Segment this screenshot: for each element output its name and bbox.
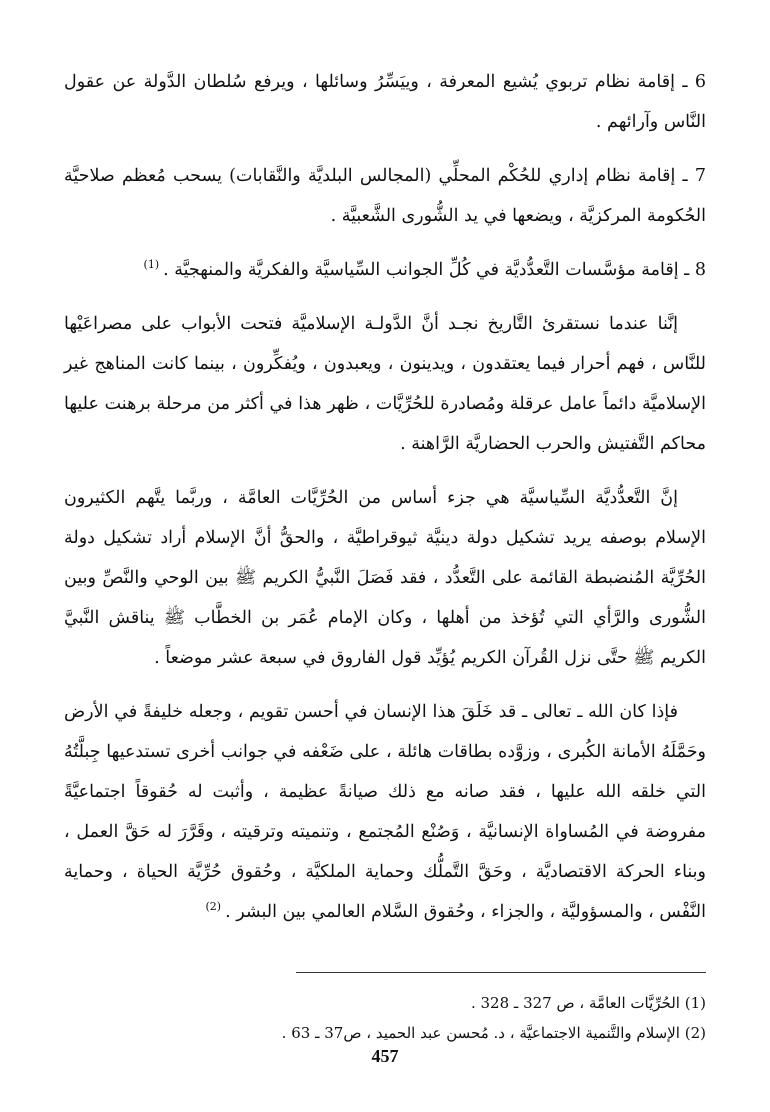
list-item-6 xyxy=(64,62,706,142)
paragraph-history xyxy=(64,304,706,464)
paragraph-text: فإذا كان الله ـ تعالى ـ قد خَلَقَ هذا الإنسان في أحسن تقويم ، وجعله خليفةً في الأرض وحَمَّلَهُ الأمانة الكُبرى ، وزوَّده بطاقات هائلة ، على ضَعْفه في جوانب أخرى تستدعيها جِبلَّتُهُ التي خلقه الله عليها ، فقد صانه مع ذلك صيانةً عظيمة ، وأثبت له حُقوقاً اجتماعيَّةً مفروضة في المُساواة الإنسانيَّة ، وَصُنْع المُجتمع ، وتنميته وترقيته ، وقَرَّرَ له حَقَّ العمل ، وبناء الحركة الاقتصاديَّة ، وحَقَّ التَّملُّك وحماية الملكيَّة ، وحُقوق حُرِّيَّة الحياة ، وحماية النَّفْس ، والمسؤوليَّة ، والجزاء ، وحُقوق السَّلام العالمي بين البشر . xyxy=(64,702,706,922)
list-item-7 xyxy=(64,156,706,236)
footnote-1: (1) الحُرِّيَّات العامَّة ، ص 327 ـ 328 . xyxy=(470,994,706,1012)
paragraph-text: إنَّنا عندما نستقرئ التَّاريخ نجـد أنَّ الدَّولـة الإسلاميَّة فتحت الأبواب على مصراعَيْها للنَّاس ، فهم أحرار فيما يعتقدون ، ويدينون ، ويعبدون ، ويُفكِّرون ، بينما كانت المناهج غير الإسلاميَّة دائماً عامل عرقلة ومُصادرة للحُرِّيَّات ، ظهر هذا في أكثر من مرحلة برهنت عليها محاكم التَّفتيش والحرب الحضاريَّة الرَّاهنة . xyxy=(64,314,706,454)
list-item-8 xyxy=(64,250,706,290)
footnote-2: (2) الإسلام والتَّنمية الاجتماعيَّة ، د. مُحسن عبد الحميد ، ص37 ـ 63 . xyxy=(281,1024,706,1042)
paragraph-text: 7 ـ إقامة نظام إداري للحُكْم المحلِّي (المجالس البلديَّة والنَّقابات) يسحب مُعظم صلاحيَّة الحُكومة المركزيَّة ، ويضعها في يد الشُّورى الشَّعبيَّة . xyxy=(64,166,706,226)
footnote-ref: (1) xyxy=(143,258,160,272)
footnote-ref: (2) xyxy=(205,900,222,914)
page-body xyxy=(64,62,706,946)
paragraph-rights xyxy=(64,692,706,932)
paragraph-text: 6 ـ إقامة نظام تربوي يُشيع المعرفة ، وييَسِّرُ وسائلها ، ويرفع سُلطان الدَّولة عن عقول النَّاس وآرائهم . xyxy=(64,72,706,132)
paragraph-pluralism xyxy=(64,478,706,678)
footnotes xyxy=(64,988,706,1048)
paragraph-text: إنَّ التَّعدُّديَّة السِّياسيَّة هي جزء أساس من الحُرِّيَّات العامَّة ، وربَّما يتَّهم الكثيرون الإسلام بوصفه يريد تشكيل دولة دينيَّة ثيوقراطيَّة ، والحقُّ أنَّ الإسلام أراد تشكيل دولة الحُرِّيَّة المُنضبطة القائمة على التَّعدُّد ، فقد فَصَلَ النَّبيُّ الكريم ﷺ بين الوحي والنَّصِّ وبين الشُّورى والرَّأي التي تُؤخذ من أهلها ، وكان الإمام عُمَر بن الخطَّاب ﷺ يناقش النَّبيَّ الكريم ﷺ حتَّى نزل القُرآن الكريم يُؤيِّد قول الفاروق في سبعة عشر موضعاً . xyxy=(64,488,706,668)
page-number: 457 xyxy=(371,1046,399,1066)
paragraph-text: 8 ـ إقامة مؤسَّسات التَّعدُّديَّة في كُلِّ الجوانب السِّياسيَّة والفكريَّة والمنهجيَّة . xyxy=(163,260,706,280)
footnote-divider xyxy=(296,972,706,973)
